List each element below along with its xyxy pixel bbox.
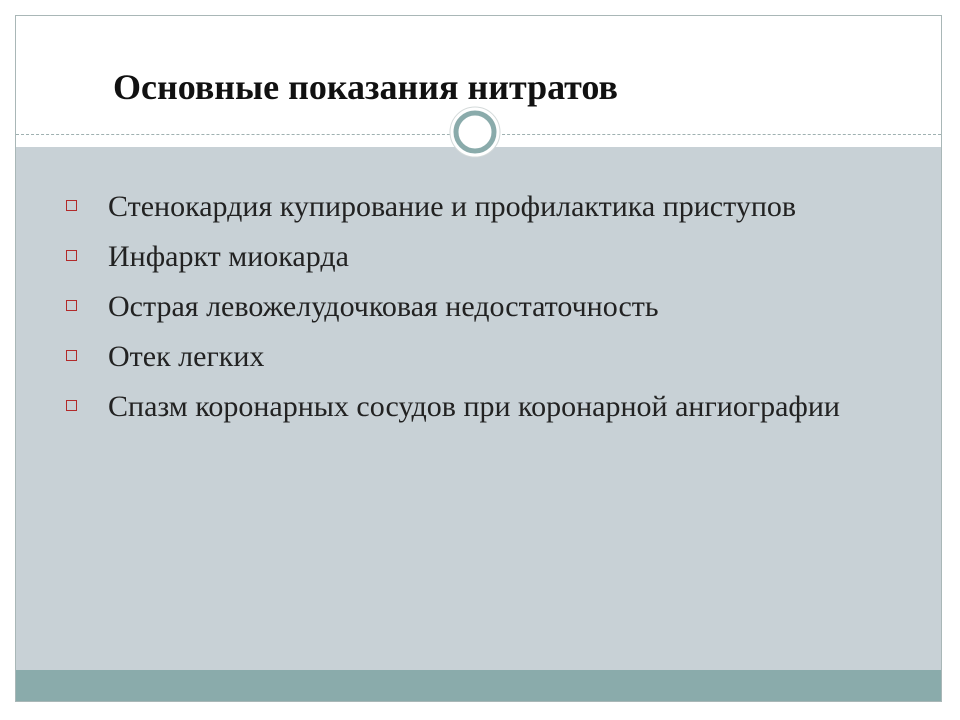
footer-band — [16, 670, 941, 701]
bullet-text: Спазм коронарных сосудов при коронарной ангиографии — [108, 390, 840, 423]
bullet-text: Острая левожелудочковая недостаточность — [108, 290, 659, 323]
bullet-text: Отек легких — [108, 340, 265, 373]
bullet-text: Инфаркт миокарда — [108, 240, 349, 273]
ring-ornament-icon — [448, 105, 502, 159]
list-item — [60, 388, 860, 426]
list-item — [60, 288, 860, 326]
bullet-text: Стенокардия купирование и профилактика приступов — [108, 190, 797, 223]
square-bullet-icon — [66, 200, 77, 211]
slide-title: Основные показания нитратов — [113, 67, 618, 107]
square-bullet-icon — [66, 350, 77, 361]
list-item — [60, 238, 860, 276]
list-item — [60, 338, 860, 376]
list-item — [60, 188, 860, 226]
square-bullet-icon — [66, 250, 77, 261]
bullet-list — [60, 188, 860, 438]
square-bullet-icon — [66, 300, 77, 311]
square-bullet-icon — [66, 400, 77, 411]
